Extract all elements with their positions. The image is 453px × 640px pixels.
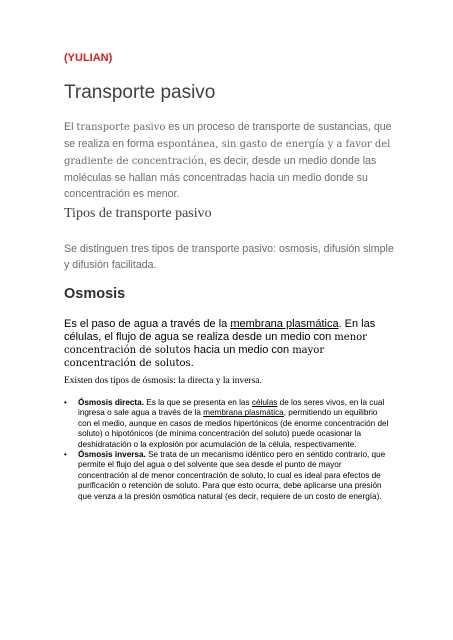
membrane-link[interactable]: membrana plasmática	[230, 318, 339, 330]
types-heading: Tipos de transporte pasivo	[64, 206, 212, 221]
osmosis-heading: Osmosis	[64, 286, 126, 302]
intro-definition: espontánea, sin gasto de energía y a favor del gradiente de concentración	[64, 139, 391, 167]
intro-term: transporte pasivo	[76, 122, 166, 133]
osmosis-types-sentence: Existen dos tipos de ósmosis: la directa y la inversa.	[64, 376, 262, 386]
bullet-icon: •	[64, 398, 67, 407]
direct-text-1: Es la que se presenta en las	[143, 398, 252, 407]
page-title: Transporte pasivo	[64, 82, 216, 103]
intro-paragraph	[64, 119, 394, 202]
membrane-link-2[interactable]: membrana plasmática	[203, 408, 284, 418]
osmosis-text-1: Es el paso de agua a través de la	[64, 318, 231, 330]
direct-text-2: de los seres vivos, en la cual ingresa o sale agua a través de la	[78, 398, 385, 418]
inverse-text-1: Se trata de un mecanismo idéntico pero en sentido contrario, que permite el flujo del agua o del solvente que sea desde el punto de mayor concentración al de menor concentración de soluto, lo cual es ideal para efectos de purificación o retención de soluto. Para que esto ocurra, debe aplicarse una presión que venza a la presión osmótica natural (es decir, requiere de un costo de energía).	[78, 450, 386, 501]
author-name: (YULIAN)	[64, 52, 113, 64]
osmosis-low-concentration: menor concentración de solutos	[64, 332, 367, 356]
list-item-inverse-osmosis	[64, 450, 390, 502]
inverse-osmosis-term: Ósmosis inversa.	[78, 450, 146, 460]
intro-text-2: es un proceso de transporte de sustancias, que se realiza en forma	[64, 121, 392, 150]
osmosis-text-4: .	[190, 357, 194, 369]
intro-text-3: , es decir, desde un medio donde las moléculas se hallan más concentradas hacia un medio donde su concentración es menor.	[64, 155, 377, 200]
direct-text-3: , permitiendo un equilibrio con el medio, aunque en casos de medios hipertónicos (de enorme concentración del soluto) o hipotónicos (de mínima concentración del soluto) puede ocasionar la deshidratación o la explosión por acumulación de la célula, respectivamente.	[78, 408, 389, 449]
direct-osmosis-term: Ósmosis directa.	[78, 398, 144, 407]
osmosis-paragraph	[64, 318, 394, 370]
list-item-direct-osmosis	[64, 398, 390, 450]
osmosis-text-3: hacia un medio con	[190, 344, 293, 356]
bullet-icon: •	[64, 450, 67, 460]
cells-link[interactable]: células	[251, 398, 278, 407]
intro-text-1: El	[64, 121, 77, 133]
osmosis-high-concentration: mayor concentración de solutos	[64, 345, 325, 369]
osmosis-text-2: . En las células, el flujo de agua se realiza desde un medio con	[64, 318, 376, 343]
types-paragraph: Se distinguen tres tipos de transporte pasivo: osmosis, difusión simple y difusión facilitada.	[64, 243, 394, 271]
osmosis-types-list	[64, 398, 390, 502]
